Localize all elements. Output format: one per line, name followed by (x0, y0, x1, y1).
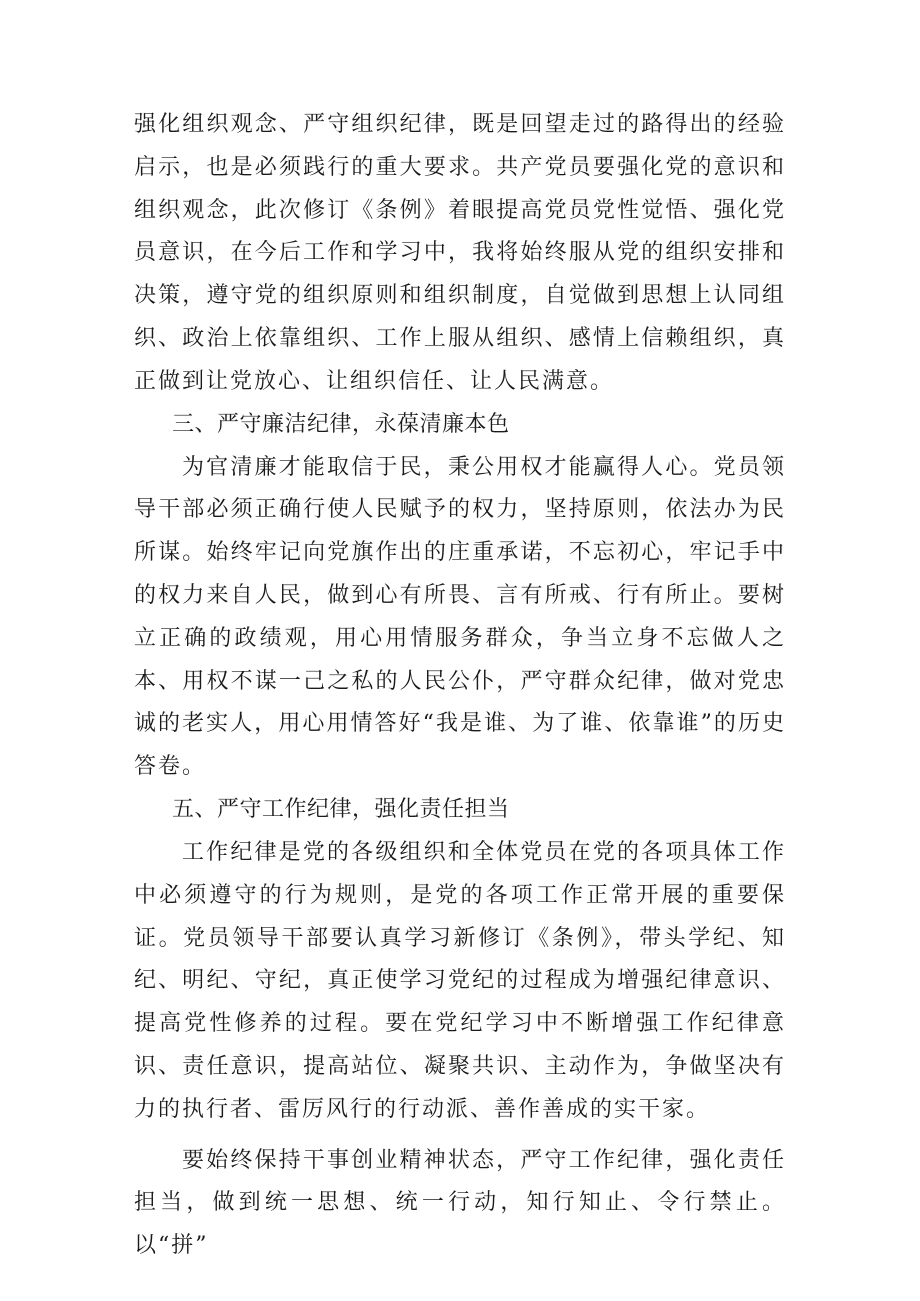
section-heading-work-discipline: 五、严守工作纪律，强化责任担当 (172, 796, 510, 822)
paragraph-work-discipline: 工作纪律是党的各级组织和全体党员在党的各项具体工作中必须遵守的行为规则，是党的各项工作正常开展的重要保证。党员领导干部要认真学习新修订《条例》，带头学纪、知纪、明纪、守纪，真正使学习党纪的过程成为增强纪律意识、提高党性修养的过程。要在党纪学习中不断增强工作纪律意识、责任意识，提高站位、凝聚共识、主动作为，争做坚决有力的执行者、雷厉风行的行动派、善作善成的实干家。 (134, 839, 786, 1122)
document-body (134, 104, 786, 1268)
section-heading-integrity-discipline: 三、严守廉洁纪律，永葆清廉本色 (172, 411, 510, 437)
paragraph-integrity-discipline: 为官清廉才能取信于民，秉公用权才能赢得人心。党员领导干部必须正确行使人民赋予的权力，坚持原则，依法办为民所谋。始终牢记向党旗作出的庄重承诺，不忘初心，牢记手中的权力来自人民，做到心有所畏、言有所戒、行有所止。要树立正确的政绩观，用心用情服务群众，争当立身不忘做人之本、用权不谋一己之私的人民公仆，严守群众纪律，做对党忠诚的老实人，用心用情答好“我是谁、为了谁、依靠谁”的历史答卷。 (134, 454, 786, 780)
paragraph-organization-discipline: 强化组织观念、严守组织纪律，既是回望走过的路得出的经验启示，也是必须践行的重大要求。共产党员要强化党的意识和组织观念，此次修订《条例》着眼提高党员党性觉悟、强化党员意识，在今后工作和学习中，我将始终服从党的组织安排和决策，遵守党的组织原则和组织制度，自觉做到思想上认同组织、政治上依靠组织、工作上服从组织、感情上信赖组织，真正做到让党放心、让组织信任、让人民满意。 (134, 112, 786, 394)
paragraph-gap (134, 1132, 786, 1140)
paragraph-work-spirit: 要始终保持干事创业精神状态，严守工作纪律，强化责任担当，做到统一思想、统一行动，知行知止、令行禁止。以“拼” (134, 1147, 786, 1259)
